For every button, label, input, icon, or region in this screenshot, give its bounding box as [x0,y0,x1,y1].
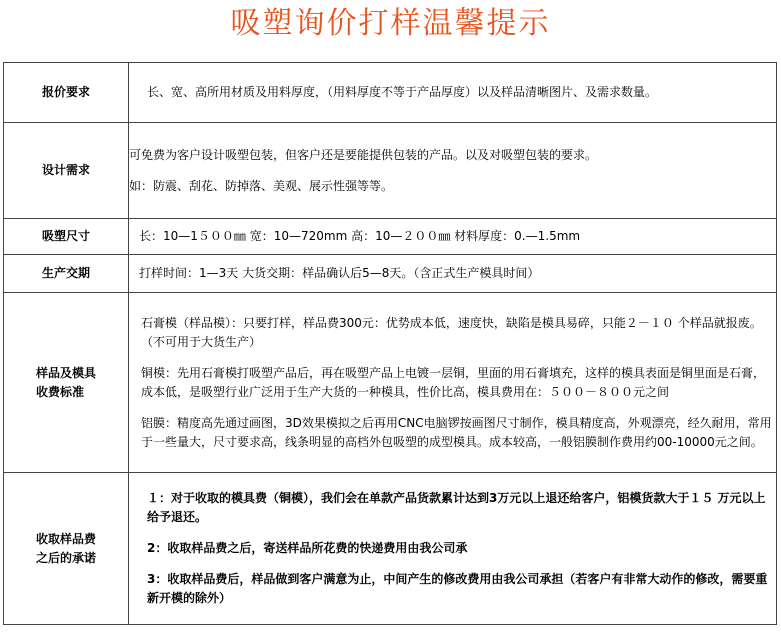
table-row [4,293,777,473]
row-content [129,293,777,473]
row-label: 生产交期 [4,255,129,293]
row-content [129,219,777,255]
row-label: 吸塑尺寸 [4,219,129,255]
row-content [129,473,777,625]
promise-2-text: 2：收取样品费之后，寄送样品所花费的快递费用由我公司承 [147,541,468,555]
table-row [4,473,777,625]
row-label: 设计需求 [4,123,129,219]
promise-1-text: １：对于收取的模具费（铜模），我们会在单款产品货款累计达到3万元以上退还给客户，铝模货款大于１５ 万元以上给予退还。 [147,491,766,524]
row-label: 样品及模具 收费标准 [4,293,129,473]
row-content [129,123,777,219]
row-label: 收取样品费 之后的承诺 [4,473,129,625]
row-content [129,255,777,293]
promise-3-text: 3：收取样品费后，样品做到客户满意为止，中间产生的修改费用由我公司承担（若客户有非常大动作的修改，需要重新开模的除外） [147,572,768,605]
table-row [4,123,777,219]
row-label: 报价要求 [4,63,129,123]
size-range-text: 长：10—1５００㎜ 宽：10—720mm 高：10—２００㎜ 材料厚度：0.—1.5mm [139,229,581,243]
row-content [129,63,777,123]
table-row [4,63,777,123]
aluminum-mold-text: 铝膜：精度高先通过画图，3D效果模拟之后再用CNC电脑锣按画图尺寸制作，模具精度高，外观漂亮，经久耐用，常用于一些量大，尺寸要求高，线条明显的高档外包吸塑的成型模具。成本较高，一般铝膜制作费用约00-10000元之间。 [141,415,772,449]
design-requirement-example: 如：防震、刮花、防掉落、美观、展示性强等等。 [129,178,394,193]
quote-requirements-table [3,62,777,625]
design-requirement-text: 可免费为客户设计吸塑包装，但客户还是要能提供包装的产品。以及对吸塑包装的要求。 [129,147,598,162]
plaster-mold-text: 石膏模（样品模）：只要打样，样品费300元：优势成本低，速度快，缺陷是模具易碎，只能２－１０ 个样品就报废。（不可用于大货生产） [141,315,762,349]
lead-time-text: 打样时间：1—3天 大货交期：样品确认后5—8天。（含正式生产模具时间） [139,266,540,280]
table-row [4,255,777,293]
copper-mold-text: 铜模：先用石膏模打吸塑产品后，再在吸塑产品上电镀一层铜，里面的用石膏填充，这样的模具表面是铜里面是石膏，成本低，是吸塑行业广泛用于生产大货的一种模具，性价比高，模具费用在：５００－８００元之间 [141,365,766,399]
quote-requirement-text: 长、宽、高所用材质及用料厚度，（用料厚度不等于产品厚度）以及样品清晰图片、及需求数量。 [147,85,658,99]
page-title: 吸塑询价打样温馨提示 [230,6,551,41]
table-row [4,219,777,255]
